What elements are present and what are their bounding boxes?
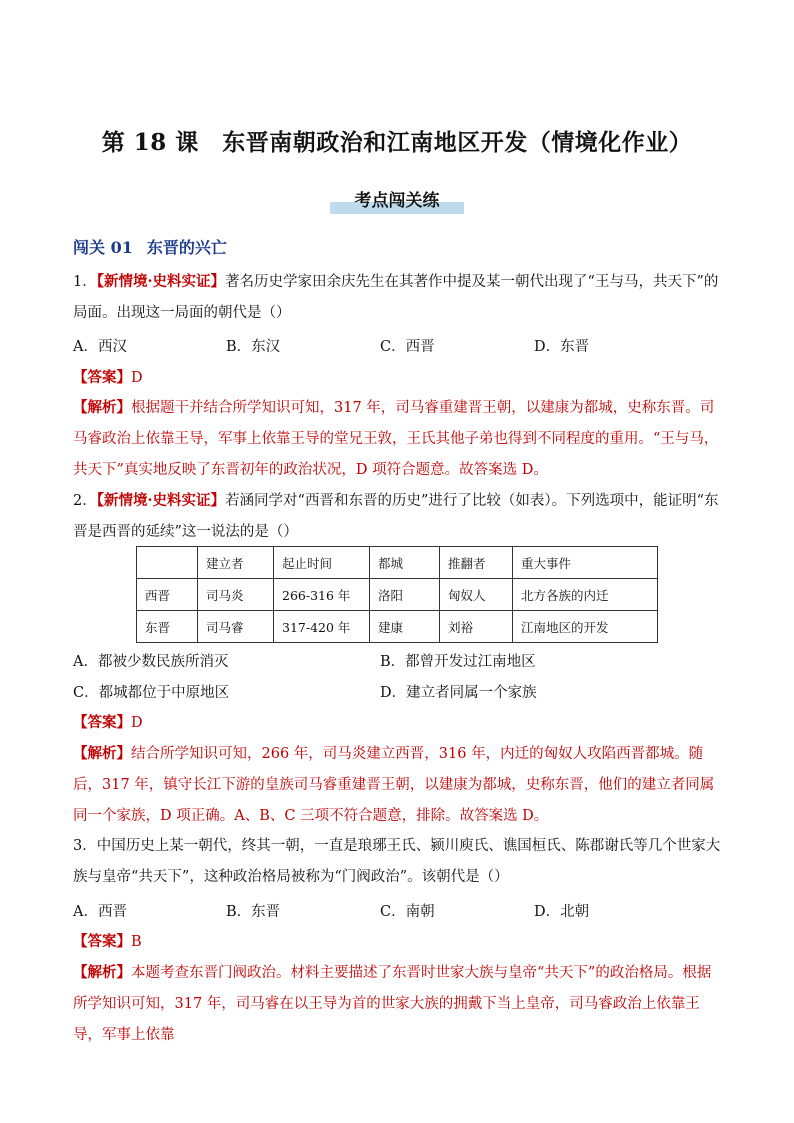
question-1-answer [73, 362, 723, 394]
question-text: 中国历史上某一朝代，终其一朝，一直是琅琊王氏、颍川庾氏、谯国桓氏、陈郡谢氏等几个世家大族与皇帝“共天下”，这种政治格局被称为“门阀政治”。该朝代是（） [73, 838, 721, 885]
answer-value: D [131, 370, 143, 386]
table-cell: 江南地区的开发 [513, 611, 658, 643]
option-c: C．西晋 [380, 339, 435, 355]
question-number: 3． [73, 838, 97, 854]
question-text: 若涵同学对“西晋和东晋的历史”进行了比较（如表）。下列选项中，能证明“东晋是西晋的延续”这一说法的是（） [73, 493, 719, 540]
question-3-answer [73, 926, 723, 958]
table-cell: 西晋 [137, 579, 198, 611]
question-text: 著名历史学家田余庆先生在其著作中提及某一朝代出现了“王与马，共天下”的局面。出现这一局面的朝代是（） [73, 274, 719, 321]
question-3-stem [73, 831, 723, 893]
analysis-text: 结合所学知识可知，266 年，司马炎建立西晋，316 年，内迁的匈奴人攻陷西晋都城。随后，317 年，镇守长江下游的皇族司马睿重建晋王朝，以建康为都城，史称东晋，他们的建立者同属同一个家族，D 项正确。A、B、C 三项不符合题意，排除。故答案选 D。 [73, 746, 715, 824]
question-tag: 【新情境·史料实证】 [96, 273, 226, 290]
table-cell: 266-316 年 [274, 579, 370, 611]
question-2-analysis [73, 738, 723, 832]
section-title: 考点闯关练 [354, 191, 440, 211]
answer-tag: 【答案】 [73, 369, 131, 386]
question-2-stem [73, 485, 723, 548]
document-title: 第 18 课 东晋南朝政治和江南地区开发（情境化作业） [101, 129, 693, 156]
question-1-options [73, 335, 723, 359]
question-2-answer [73, 707, 723, 739]
level-heading [73, 235, 227, 258]
question-number: 2． [73, 493, 97, 509]
analysis-text: 根据题干并结合所学知识可知，317 年，司马睿重建晋王朝，以建康为都城，史称东晋。司马睿政治上依靠王导，军事上依靠王导的堂兄王敦，王氏其他子弟也得到不同程度的重用。“王与马，共天下”真实地反映了东晋初年的政治状况，D 项符合题意。故答案选 D。 [73, 400, 719, 478]
analysis-tag: 【解析】 [73, 745, 131, 762]
section-banner [330, 186, 464, 214]
option-b: B．都曾开发过江南地区 [380, 654, 536, 670]
option-a: A．西汉 [73, 339, 127, 355]
table-cell: 建康 [370, 611, 440, 643]
level-name: 东晋的兴亡 [146, 238, 227, 257]
question-1-analysis [73, 392, 723, 486]
question-2-options-row-2 [73, 681, 723, 705]
level-number: 闯关 01 [73, 238, 133, 257]
table-header-cell: 起止时间 [274, 547, 370, 579]
table-row [137, 579, 658, 611]
table-cell: 洛阳 [370, 579, 440, 611]
option-d: D．建立者同属一个家族 [380, 685, 537, 701]
table-header-cell: 都城 [370, 547, 440, 579]
table-header-cell: 建立者 [198, 547, 274, 579]
option-a: A．都被少数民族所消灭 [73, 654, 229, 670]
question-1-stem [73, 266, 723, 329]
answer-value: D [131, 715, 143, 731]
question-tag: 【新情境·史料实证】 [96, 492, 226, 509]
question-2-options-row-1 [73, 650, 723, 674]
question-3-options [73, 900, 723, 924]
option-d: D．北朝 [534, 904, 590, 920]
table-cell: 317-420 年 [274, 611, 370, 643]
analysis-tag: 【解析】 [73, 964, 131, 981]
answer-value: B [131, 934, 142, 950]
table-header-cell: 推翻者 [440, 547, 513, 579]
option-a: A．西晋 [73, 904, 127, 920]
question-number: 1． [73, 274, 97, 290]
table-cell: 司马炎 [198, 579, 274, 611]
analysis-tag: 【解析】 [73, 399, 131, 416]
answer-tag: 【答案】 [73, 933, 131, 950]
table-cell: 刘裕 [440, 611, 513, 643]
analysis-text: 本题考查东晋门阀政治。材料主要描述了东晋时世家大族与皇帝“共天下”的政治格局。根据所学知识可知，317 年，司马睿在以王导为首的世家大族的拥戴下当上皇帝，司马睿政治上依靠王导，军事上依靠 [73, 965, 712, 1043]
table-cell: 匈奴人 [440, 579, 513, 611]
option-b: B．东晋 [226, 904, 281, 920]
table-header-cell [137, 547, 198, 579]
question-3-analysis [73, 957, 723, 1051]
option-c: C．南朝 [380, 904, 435, 920]
table-cell: 司马睿 [198, 611, 274, 643]
table-row [137, 611, 658, 643]
table-cell: 东晋 [137, 611, 198, 643]
option-d: D．东晋 [534, 339, 590, 355]
answer-tag: 【答案】 [73, 714, 131, 731]
comparison-table [136, 546, 658, 643]
table-cell: 北方各族的内迁 [513, 579, 658, 611]
table-header-row [137, 547, 658, 579]
option-c: C．都城都位于中原地区 [73, 685, 230, 701]
table-header-cell: 重大事件 [513, 547, 658, 579]
option-b: B．东汉 [226, 339, 281, 355]
